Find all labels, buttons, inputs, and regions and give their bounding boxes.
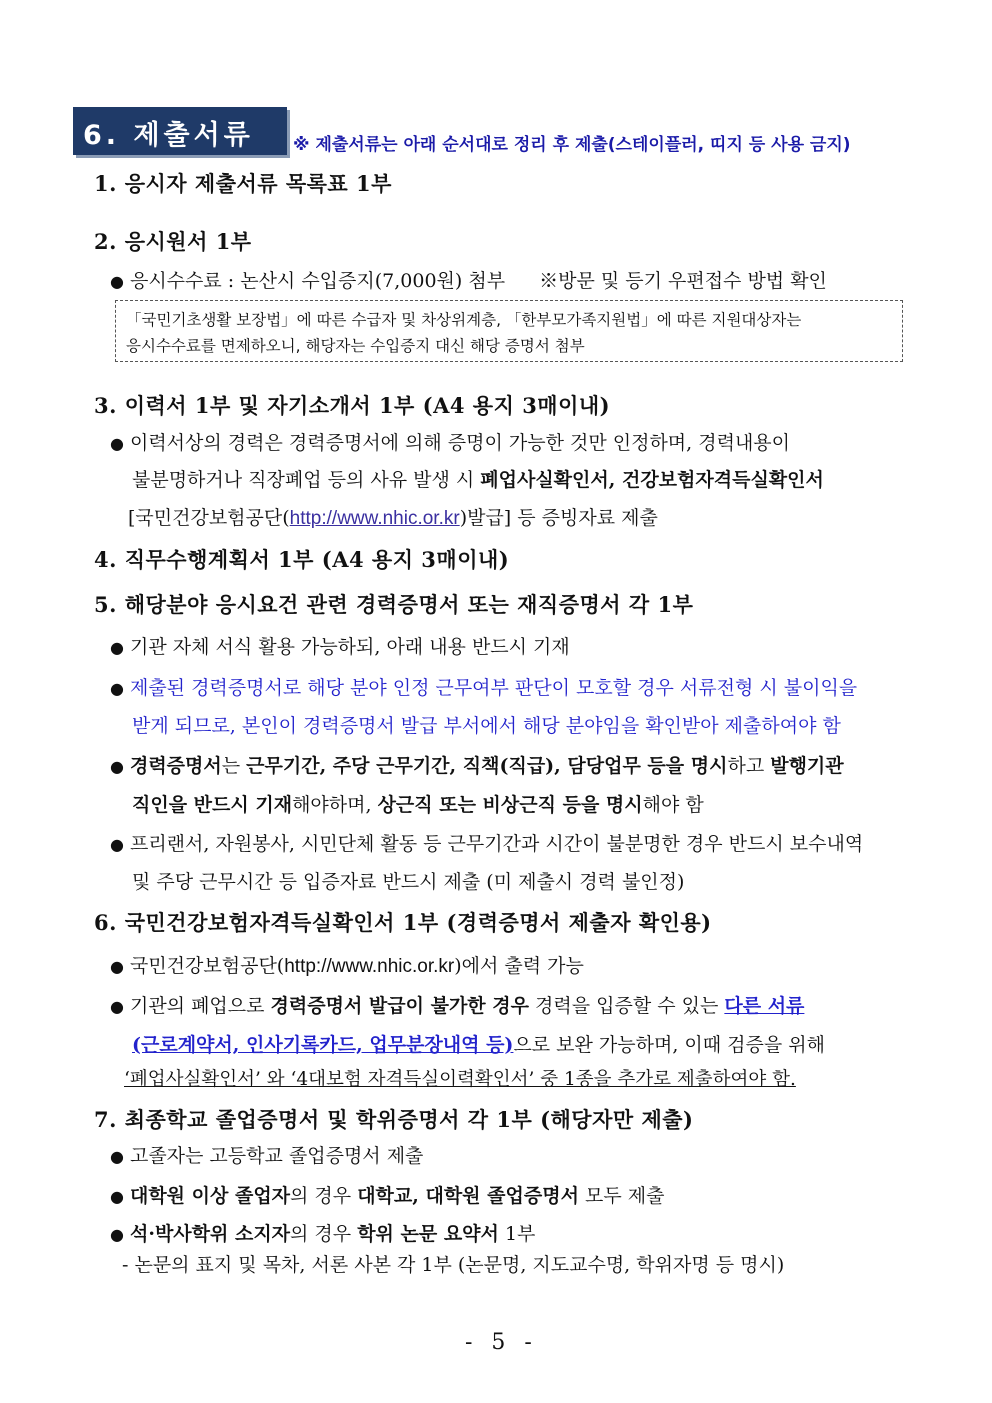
fee-text: 응시수수료 : 논산시 수입증지(7,000원) 첨부 (129, 270, 506, 292)
item-7-sub-note: - 논문의 표지 및 목차, 서론 사본 각 1부 (논문명, 지도교수명, 학위자명 등 명시) (122, 1254, 785, 1276)
item-2-fee-line (110, 266, 827, 293)
item-7-text-3a: 석·박사학위 소지자 (129, 1223, 291, 1245)
section-note: ※ 제출서류는 아래 순서대로 정리 후 제출(스테이플러, 띠지 등 사용 금지) (293, 135, 851, 155)
item-7-text-1: 고졸자는 고등학교 졸업증명서 제출 (129, 1145, 424, 1167)
item-3-text-2a: 불분명하거나 직장폐업 등의 사유 발생 시 (132, 469, 481, 491)
nhic-link[interactable]: http://www.nhic.or.kr (289, 508, 460, 529)
exemption-line-1: 「국민기초생활 보장법」에 따른 수급자 및 차상위계층, 「한부모가족지원법」에 따른 지원대상자는 (126, 311, 802, 329)
item-5-text-2a: 제출된 경력증명서로 해당 분야 인정 근무여부 판단이 모호할 경우 서류전형 시 불이익을 (129, 677, 858, 699)
item-6-bullet-2-cont (132, 1030, 825, 1057)
item-6-text-1b: )에서 출력 가능 (454, 955, 584, 977)
item-5-text-1: 기관 자체 서식 활용 가능하되, 아래 내용 반드시 기재 (129, 636, 570, 658)
item-5-text-3i: 해야 함 (642, 794, 704, 816)
item-3-text-2b: 폐업사실확인서, 건강보험자격득실확인서 (480, 469, 824, 491)
item-5-text-3h: 상근직 또는 비상근직 등을 명시 (377, 794, 643, 816)
item-3-heading: 3. 이력서 1부 및 자기소개서 1부 (A4 용지 3매이내) (94, 393, 611, 418)
item-5-bullet-2 (110, 673, 857, 700)
item-1-heading: 1. 응시자 제출서류 목록표 1부 (94, 171, 392, 196)
item-5-text-3g: 해야하며, (292, 794, 378, 816)
item-5-bullet-3 (110, 751, 844, 778)
item-7-text-2b: 의 경우 (290, 1185, 358, 1207)
bullet-icon: ● (110, 1187, 124, 1206)
bullet-icon: ● (110, 638, 124, 657)
bullet-icon: ● (110, 757, 124, 776)
item-3-line-1 (110, 428, 790, 455)
item-5-bullet-3-cont (132, 790, 704, 817)
item-7-text-3d: 1부 (498, 1223, 536, 1245)
item-6-text-1a: 국민건강보험공단( (129, 955, 285, 977)
item-6-text-2b: 경력증명서 발급이 불가한 경우 (270, 995, 529, 1017)
item-4-heading: 4. 직무수행계획서 1부 (A4 용지 3매이내) (94, 547, 510, 572)
page-number: - 5 - (465, 1330, 538, 1355)
item-5-bullet-2-cont: 받게 되므로, 본인이 경력증명서 발급 부서에서 해당 분야임을 확인받아 제출하여야 함 (132, 715, 841, 737)
item-5-bullet-1 (110, 632, 570, 659)
item-7-text-2a: 대학원 이상 졸업자 (129, 1185, 291, 1207)
item-5-text-3f: 직인을 반드시 기재 (132, 794, 293, 816)
bullet-icon: ● (110, 434, 124, 453)
item-7-heading: 7. 최종학교 졸업증명서 및 학위증명서 각 1부 (해당자만 제출) (94, 1107, 694, 1132)
bullet-icon: ● (110, 835, 124, 854)
item-3-text-1: 이력서상의 경력은 경력증명서에 의해 증명이 가능한 것만 인정하며, 경력내용이 (129, 432, 791, 454)
item-5-bullet-4-cont: 및 주당 근무시간 등 입증자료 반드시 제출 (미 제출시 경력 불인정) (132, 871, 685, 893)
item-6-text-2a: 기관의 폐업으로 (129, 995, 271, 1017)
item-6-text-2d: 다른 서류 (724, 995, 805, 1017)
section-title: 6. 제출서류 (83, 120, 254, 151)
item-6-text-2e: (근로계약서, 인사기록카드, 업무분장내역 등) (132, 1034, 514, 1056)
item-5-text-3e: 발행기관 (770, 755, 844, 777)
item-6-text-2c: 경력을 입증할 수 있는 (528, 995, 725, 1017)
item-7-text-2c: 대학교, 대학원 졸업증명서 (357, 1185, 579, 1207)
item-7-bullet-3 (110, 1219, 535, 1246)
item-3-text-3a: [국민건강보험공단( (128, 507, 290, 529)
item-6-text-2f: 으로 보완 가능하며, 이때 검증을 위해 (513, 1034, 825, 1056)
bullet-icon: ● (110, 679, 124, 698)
bullet-icon: ● (110, 1147, 124, 1166)
item-6-heading: 6. 국민건강보험자격득실확인서 1부 (경력증명서 제출자 확인용) (94, 910, 712, 935)
item-5-text-3c: 근무기간, 주당 근무기간, 직책(직급), 담당업무 등을 명시 (246, 755, 728, 777)
item-5-heading: 5. 해당분야 응시요건 관련 경력증명서 또는 재직증명서 각 1부 (94, 592, 694, 617)
bullet-icon: ● (110, 997, 124, 1016)
item-3-text-3b: )발급] 등 증빙자료 제출 (459, 507, 658, 529)
exemption-note-box (115, 300, 903, 362)
exemption-line-2: 응시수수료를 면제하오니, 해당자는 수입증지 대신 해당 증명서 첨부 (126, 337, 585, 355)
item-7-bullet-1 (110, 1141, 423, 1168)
item-2-heading: 2. 응시원서 1부 (94, 229, 252, 254)
item-5-text-3a: 경력증명서 (129, 755, 222, 777)
item-7-text-2d: 모두 제출 (578, 1185, 665, 1207)
bullet-icon: ● (110, 957, 124, 976)
nhic-url-text: http://www.nhic.or.kr (284, 956, 455, 977)
item-5-bullet-4 (110, 829, 863, 856)
item-7-text-3b: 의 경우 (290, 1223, 358, 1245)
item-6-bullet-1 (110, 951, 584, 978)
item-5-text-3d: 하고 (727, 755, 771, 777)
item-6-bullet-2-cont-2: ‘폐업사실확인서’ 와 ‘4대보험 자격득실이력확인서’ 중 1종을 추가로 제출하여야 함. (124, 1069, 796, 1090)
item-5-text-3b: 는 (221, 755, 247, 777)
item-3-line-3 (128, 503, 658, 530)
item-7-bullet-2 (110, 1181, 664, 1208)
item-6-bullet-2 (110, 991, 804, 1018)
item-5-text-4a: 프리랜서, 자원봉사, 시민단체 활동 등 근무기간과 시간이 불분명한 경우 반드시 보수내역 (129, 833, 864, 855)
bullet-icon: ● (110, 1225, 124, 1244)
item-3-line-2 (132, 465, 824, 492)
fee-note: ※방문 및 등기 우편접수 방법 확인 (539, 270, 827, 292)
bullet-icon: ● (110, 272, 124, 291)
item-7-text-3c: 학위 논문 요약서 (357, 1223, 499, 1245)
